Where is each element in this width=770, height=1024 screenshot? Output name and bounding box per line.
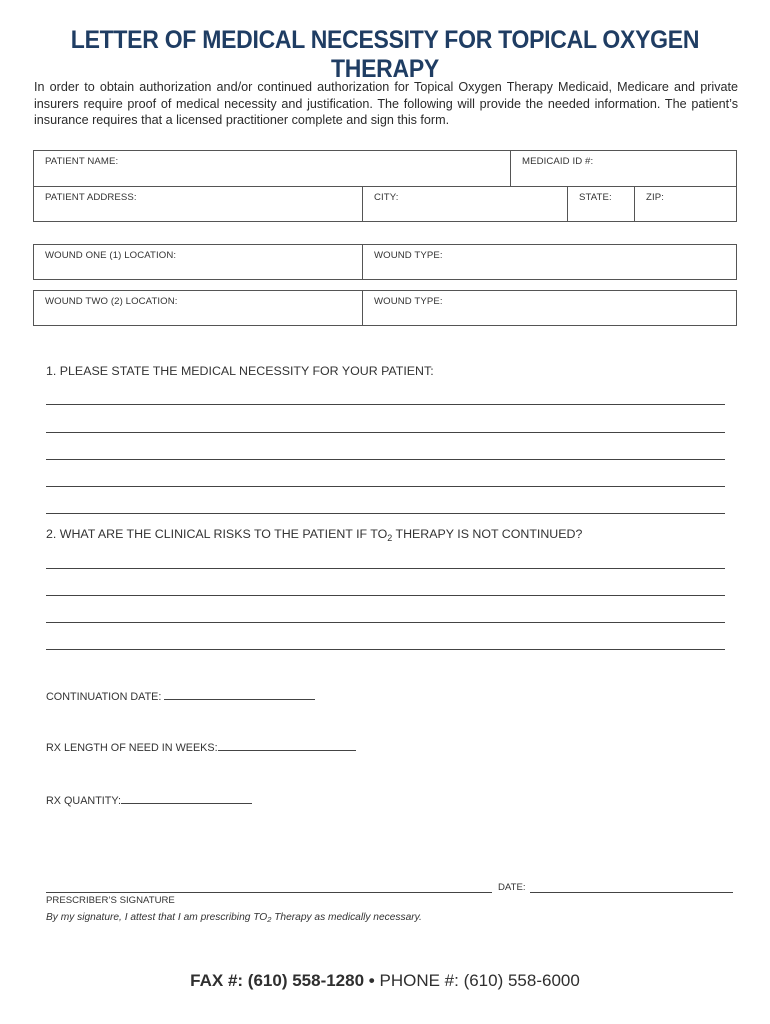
patient-info-box xyxy=(33,150,737,222)
answer-line[interactable] xyxy=(46,595,725,596)
wound-one-location-field[interactable] xyxy=(34,245,362,279)
wound-one-type-field[interactable] xyxy=(362,245,736,279)
medicaid-id-label: MEDICAID ID #: xyxy=(522,156,594,167)
continuation-date-input[interactable] xyxy=(164,688,315,700)
answer-line[interactable] xyxy=(46,513,725,514)
question-2-text-end: THERAPY IS NOT CONTINUED? xyxy=(392,527,583,541)
zip-label: ZIP: xyxy=(646,192,664,203)
intro-paragraph: In order to obtain authorization and/or continued authorization for Topical Oxygen Therapy Medicaid, Medicare and private insurers require proof of medical necessity and justification. The following will provide the needed information. The patient’s insurance requires that a licensed practitioner complete and sign this form. xyxy=(34,80,738,127)
question-2-subscript: 2 xyxy=(387,533,393,543)
patient-address-field[interactable] xyxy=(34,187,362,221)
rx-length-row xyxy=(46,739,356,754)
rx-quantity-label: RX QUANTITY: xyxy=(46,795,121,807)
answer-line[interactable] xyxy=(46,649,725,650)
wound-two-location-label: WOUND TWO (2) LOCATION: xyxy=(45,296,178,307)
wound-two-type-field[interactable] xyxy=(362,291,736,325)
separator-bullet: • xyxy=(368,971,375,990)
rx-quantity-input[interactable] xyxy=(121,792,252,804)
question-2 xyxy=(46,527,582,543)
wound-one-type-label: WOUND TYPE: xyxy=(374,250,443,261)
patient-address-label: PATIENT ADDRESS: xyxy=(45,192,137,203)
continuation-date-row xyxy=(46,688,315,703)
answer-line[interactable] xyxy=(46,486,725,487)
phone-number: PHONE #: (610) 558-6000 xyxy=(379,971,580,990)
state-label: STATE: xyxy=(579,192,612,203)
wound-one-box xyxy=(33,244,737,280)
signature-date-line[interactable] xyxy=(530,892,733,893)
medicaid-id-field[interactable] xyxy=(510,151,736,187)
prescriber-signature-label: PRESCRIBER’S SIGNATURE xyxy=(46,895,175,906)
city-label: CITY: xyxy=(374,192,399,203)
question-1: 1. PLEASE STATE THE MEDICAL NECESSITY FOR YOUR PATIENT: xyxy=(46,364,434,378)
question-2-text: 2. WHAT ARE THE CLINICAL RISKS TO THE PATIENT IF TO xyxy=(46,527,388,541)
attestation-text-end: Therapy as medically necessary. xyxy=(271,912,422,923)
wound-two-type-label: WOUND TYPE: xyxy=(374,296,443,307)
answer-line[interactable] xyxy=(46,404,725,405)
attestation-text xyxy=(46,912,422,924)
date-label: DATE: xyxy=(498,882,526,893)
answer-line[interactable] xyxy=(46,459,725,460)
wound-two-box xyxy=(33,290,737,326)
contact-footer xyxy=(0,971,770,991)
attestation-text-start: By my signature, I attest that I am prescribing TO xyxy=(46,912,268,923)
form-title: LETTER OF MEDICAL NECESSITY FOR TOPICAL OXYGEN THERAPY xyxy=(70,26,700,83)
wound-one-location-label: WOUND ONE (1) LOCATION: xyxy=(45,250,177,261)
patient-name-label: PATIENT NAME: xyxy=(45,156,119,167)
answer-line[interactable] xyxy=(46,432,725,433)
city-field[interactable] xyxy=(362,187,567,221)
signature-line[interactable] xyxy=(46,892,492,893)
attestation-subscript: 2 xyxy=(267,915,272,924)
patient-name-field[interactable] xyxy=(34,151,510,187)
answer-line[interactable] xyxy=(46,622,725,623)
fax-number: FAX #: (610) 558-1280 xyxy=(190,971,365,990)
wound-two-location-field[interactable] xyxy=(34,291,362,325)
rx-length-label: RX LENGTH OF NEED IN WEEKS: xyxy=(46,742,218,754)
zip-field[interactable] xyxy=(634,187,736,221)
state-field[interactable] xyxy=(567,187,634,221)
rx-length-input[interactable] xyxy=(218,739,356,751)
answer-line[interactable] xyxy=(46,568,725,569)
rx-quantity-row xyxy=(46,792,252,807)
continuation-date-label: CONTINUATION DATE: xyxy=(46,691,162,703)
